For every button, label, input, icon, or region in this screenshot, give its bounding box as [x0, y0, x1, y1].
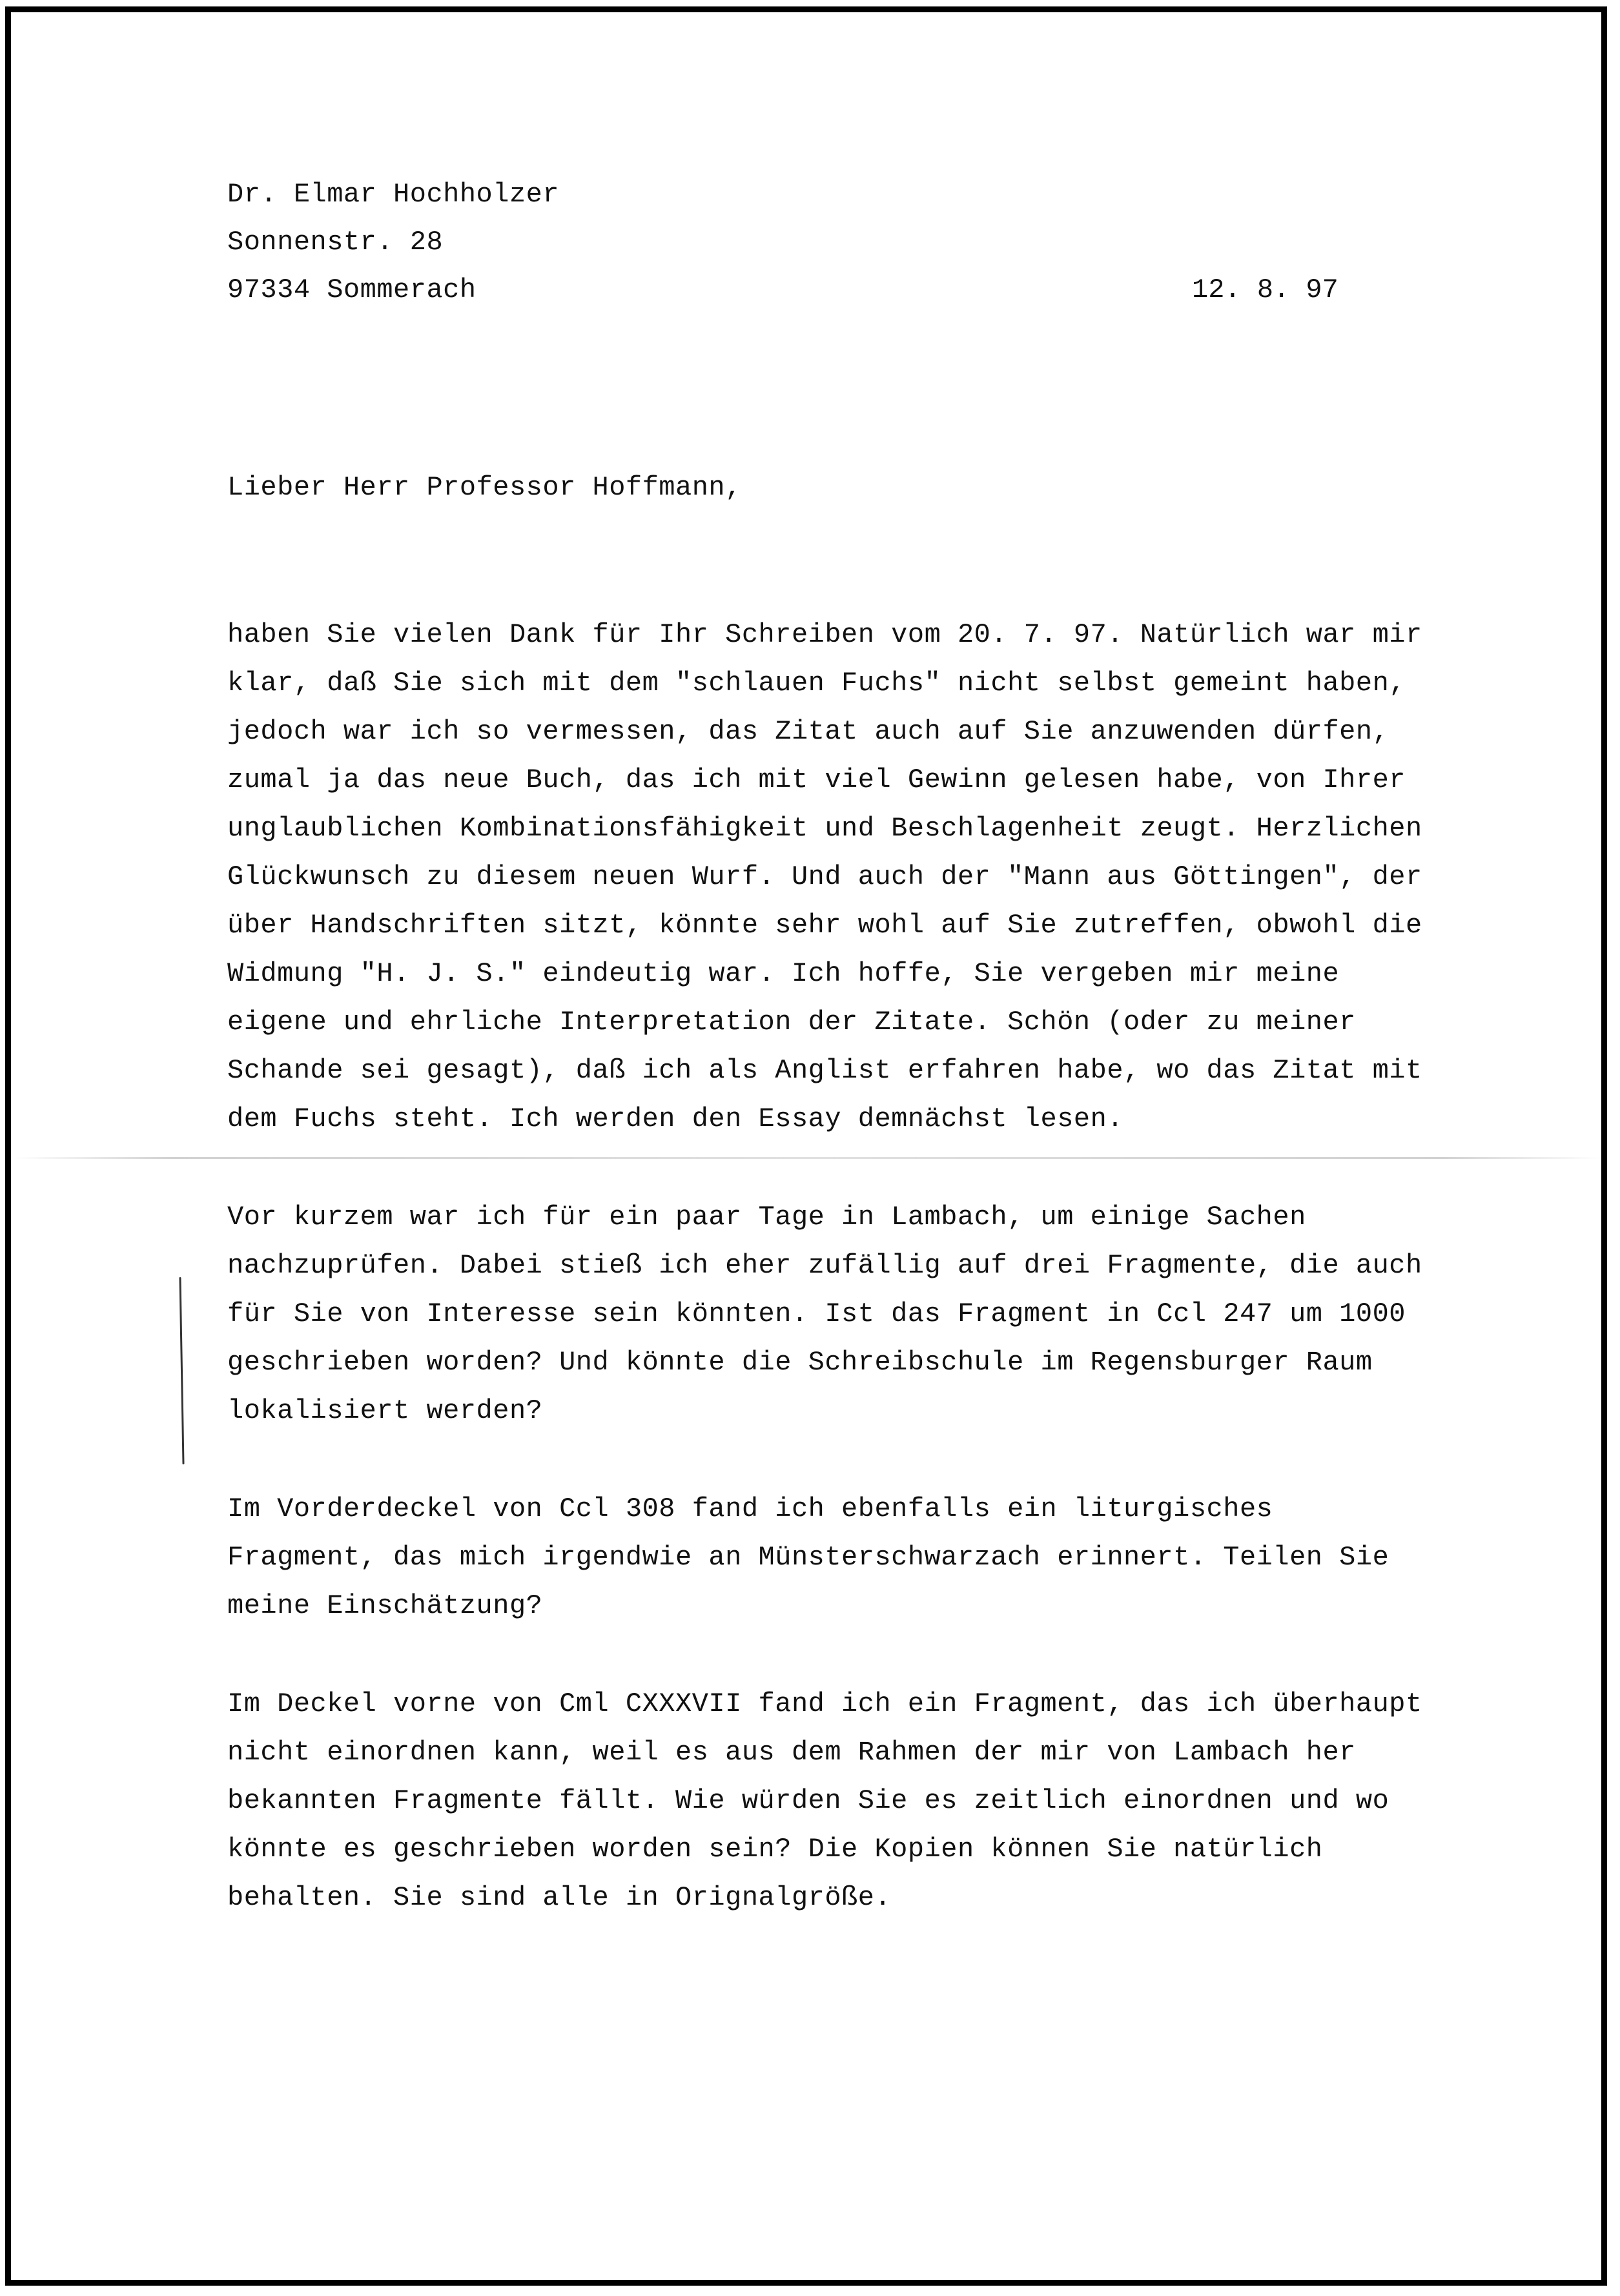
paragraph-1-line: über Handschriften sitzt, könnte sehr wohl auf Sie zutreffen, obwohl die	[227, 910, 1422, 941]
paragraph-4-line: behalten. Sie sind alle in Orignalgröße.	[227, 1882, 892, 1913]
paragraph-1-line: klar, daß Sie sich mit dem "schlauen Fuchs" nicht selbst gemeint haben,	[227, 668, 1406, 699]
paragraph-2-line: geschrieben worden? Und könnte die Schreibschule im Regensburger Raum	[227, 1347, 1373, 1378]
page-border	[5, 6, 1607, 2286]
paragraph-1-line: Schande sei gesagt), daß ich als Anglist erfahren habe, wo das Zitat mit	[227, 1055, 1422, 1086]
paragraph-2-line: nachzuprüfen. Dabei stieß ich eher zufällig auf drei Fragmente, die auch	[227, 1250, 1422, 1281]
paragraph-4-line: könnte es geschrieben worden sein? Die Kopien können Sie natürlich	[227, 1834, 1323, 1865]
paragraph-1-line: Widmung "H. J. S." eindeutig war. Ich hoffe, Sie vergeben mir meine	[227, 958, 1340, 989]
letter-date: 12. 8. 97	[1192, 274, 1338, 305]
paragraph-1-line: unglaublichen Kombinationsfähigkeit und Beschlagenheit zeugt. Herzlichen	[227, 813, 1422, 844]
paragraph-1-line: dem Fuchs steht. Ich werden den Essay demnächst lesen.	[227, 1103, 1124, 1134]
paragraph-1-line: jedoch war ich so vermessen, das Zitat auch auf Sie anzuwenden dürfen,	[227, 716, 1389, 747]
paragraph-2-line: für Sie von Interesse sein könnten. Ist das Fragment in Ccl 247 um 1000	[227, 1298, 1406, 1329]
sender-city: 97334 Sommerach	[227, 274, 477, 305]
paragraph-4-line: bekannten Fragmente fällt. Wie würden Sie es zeitlich einordnen und wo	[227, 1785, 1389, 1816]
salutation: Lieber Herr Professor Hoffmann,	[227, 472, 742, 503]
paragraph-4-line: Im Deckel vorne von Cml CXXXVII fand ich ein Fragment, das ich überhaupt	[227, 1688, 1422, 1719]
paragraph-1-line: Glückwunsch zu diesem neuen Wurf. Und auch der "Mann aus Göttingen", der	[227, 861, 1422, 892]
paragraph-2-line: lokalisiert werden?	[227, 1395, 543, 1426]
paragraph-2-line: Vor kurzem war ich für ein paar Tage in Lambach, um einige Sachen	[227, 1202, 1306, 1233]
scan-artifact-line	[13, 1157, 1601, 1159]
paragraph-1-line: zumal ja das neue Buch, das ich mit viel Gewinn gelesen habe, von Ihrer	[227, 764, 1406, 795]
paragraph-4-line: nicht einordnen kann, weil es aus dem Rahmen der mir von Lambach her	[227, 1737, 1356, 1768]
sender-name: Dr. Elmar Hochholzer	[227, 179, 560, 210]
paragraph-3-line: Im Vorderdeckel von Ccl 308 fand ich ebenfalls ein liturgisches	[227, 1493, 1273, 1524]
paragraph-1-line: eigene und ehrliche Interpretation der Zitate. Schön (oder zu meiner	[227, 1007, 1356, 1038]
sender-street: Sonnenstr. 28	[227, 227, 444, 258]
paragraph-1-line: haben Sie vielen Dank für Ihr Schreiben vom 20. 7. 97. Natürlich war mir	[227, 619, 1422, 650]
paragraph-3-line: Fragment, das mich irgendwie an Münsterschwarzach erinnert. Teilen Sie	[227, 1542, 1389, 1573]
paragraph-3-line: meine Einschätzung?	[227, 1590, 543, 1621]
